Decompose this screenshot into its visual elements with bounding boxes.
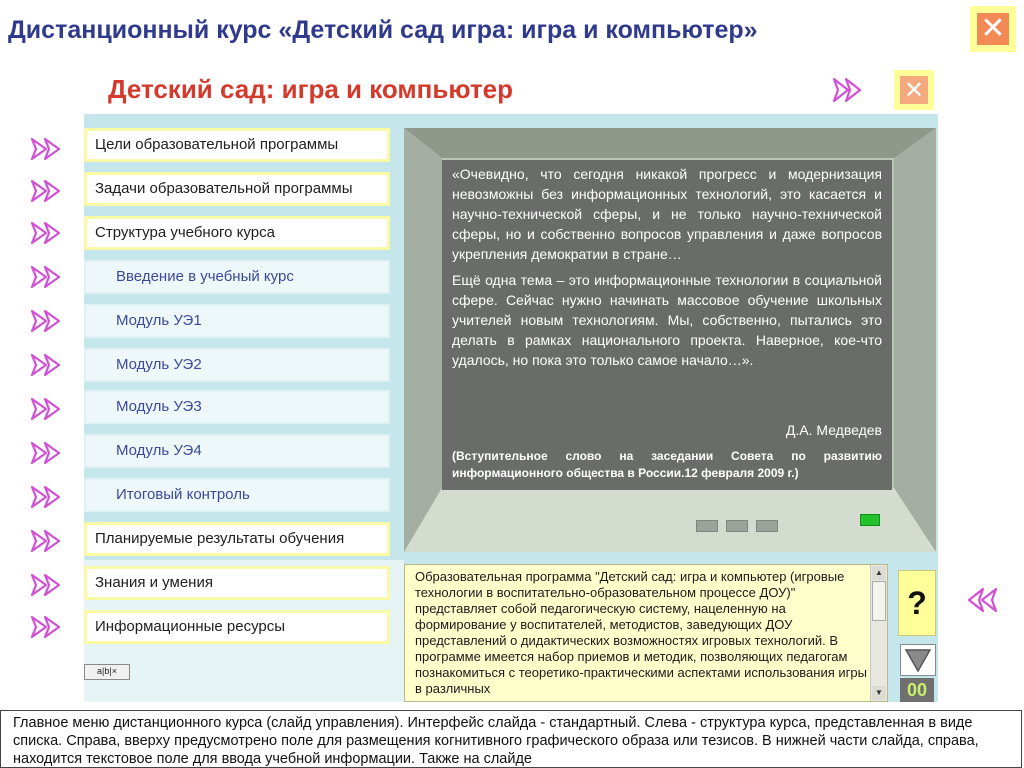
triangle-down-icon[interactable] <box>900 644 936 676</box>
double-arrow-right-icon[interactable] <box>30 528 64 554</box>
monitor-power-led <box>860 514 880 526</box>
double-arrow-right-icon[interactable] <box>30 308 64 334</box>
quote-paragraph-1: «Очевидно, что сегодня никакой прогресс и модернизация невозможны без информационных технологий, это касается и научно-технической сферы, и не только научно-технической сферы, но и собственно вопросов управления и даже вопросов укрепления демократии в стране… <box>452 166 882 262</box>
menu-item-intro[interactable]: Введение в учебный курс <box>84 260 390 294</box>
menu-item-structure[interactable]: Структура учебного курса <box>84 216 390 250</box>
slide-close-button[interactable] <box>894 70 934 110</box>
mini-window-controls[interactable]: a|b|× <box>84 664 130 680</box>
info-scrollbar[interactable] <box>870 565 887 701</box>
menu-item-knowledge[interactable]: Знания и умения <box>84 566 390 600</box>
menu-item-tasks[interactable]: Задачи образовательной программы <box>84 172 390 206</box>
double-arrow-right-icon[interactable] <box>832 76 864 104</box>
header-bar <box>0 0 1024 60</box>
quote-author: Д.А. Медведев <box>785 422 882 438</box>
page-title: Дистанционный курс «Детский сад игра: игра и компьютер» <box>8 16 758 44</box>
double-arrow-right-icon[interactable] <box>30 440 64 466</box>
menu-item-results[interactable]: Планируемые результаты обучения <box>84 522 390 556</box>
quote-paragraph-2: Ещё одна тема – это информационные технологии в социальной сфере. Сейчас нужно начинать массовое обучение школьных учителей новым технологиям. Мы, собственно, пытались это делать в рамках национального проекта. Наверное, кое-что удалось, но пока это только самое начало…». <box>452 272 882 368</box>
menu-item-goals[interactable]: Цели образовательной программы <box>84 128 390 162</box>
menu-item-module-4[interactable]: Модуль УЭ4 <box>84 434 390 468</box>
double-arrow-right-icon[interactable] <box>30 264 64 290</box>
exit-button[interactable] <box>970 6 1016 52</box>
caption-text: Главное меню дистанционного курса (слайд управления). Интерфейс слайда - стандартный. Слева - структура курса, представленная в виде списка. Справа, вверху предусмотрено поле для размещения когнитивного графического образа или тезисов. В нижней части слайда, справа, находится текстовое поле для ввода учебной информации. Также на слайде <box>13 715 979 767</box>
double-arrow-right-icon[interactable] <box>30 614 64 640</box>
page-counter: 00 <box>900 678 934 702</box>
quote-text <box>452 164 882 376</box>
close-icon: ✕ <box>977 13 1009 45</box>
caption-box <box>0 710 1022 768</box>
double-arrow-right-icon[interactable] <box>30 396 64 422</box>
double-arrow-right-icon[interactable] <box>30 572 64 598</box>
double-arrow-right-icon[interactable] <box>30 178 64 204</box>
double-arrow-right-icon[interactable] <box>30 352 64 378</box>
menu-item-module-3[interactable]: Модуль УЭ3 <box>84 390 390 424</box>
scroll-thumb[interactable] <box>872 581 886 621</box>
close-icon: ✕ <box>900 76 928 104</box>
double-arrow-left-icon[interactable] <box>964 586 998 614</box>
slide-title: Детский сад: игра и компьютер <box>108 74 513 104</box>
menu-item-resources[interactable]: Информационные ресурсы <box>84 610 390 644</box>
monitor-button <box>756 520 778 532</box>
double-arrow-right-icon[interactable] <box>30 220 64 246</box>
quote-source: (Вступительное слово на заседании Совета по развитию информационного общества в России.12 февраля 2009 г.) <box>452 449 882 480</box>
menu-item-module-1[interactable]: Модуль УЭ1 <box>84 304 390 338</box>
scroll-up-icon[interactable]: ▲ <box>872 566 886 580</box>
double-arrow-right-icon[interactable] <box>30 136 64 162</box>
menu-item-module-2[interactable]: Модуль УЭ2 <box>84 348 390 382</box>
scroll-down-icon[interactable]: ▼ <box>872 686 886 700</box>
menu-item-final-control[interactable]: Итоговый контроль <box>84 478 390 512</box>
double-arrow-right-icon[interactable] <box>30 484 64 510</box>
monitor-button <box>696 520 718 532</box>
monitor-button <box>726 520 748 532</box>
info-textbox[interactable] <box>404 564 888 702</box>
info-text: Образовательная программа "Детский сад: игра и компьютер (игровые технологии в воспитательно-образовательном процессе ДОУ)" представляет собой педагогическую систему, нацеленную на формирование у воспитателей, методистов, заведующих ДОУ представлений о дидактических возможностях игровых технологий. В программе имеется набор приемов и методик, позволяющих педагогам познакомиться с теоретико-практическими аспектами использования игры в различных <box>415 569 867 696</box>
help-button[interactable]: ? <box>898 570 936 636</box>
